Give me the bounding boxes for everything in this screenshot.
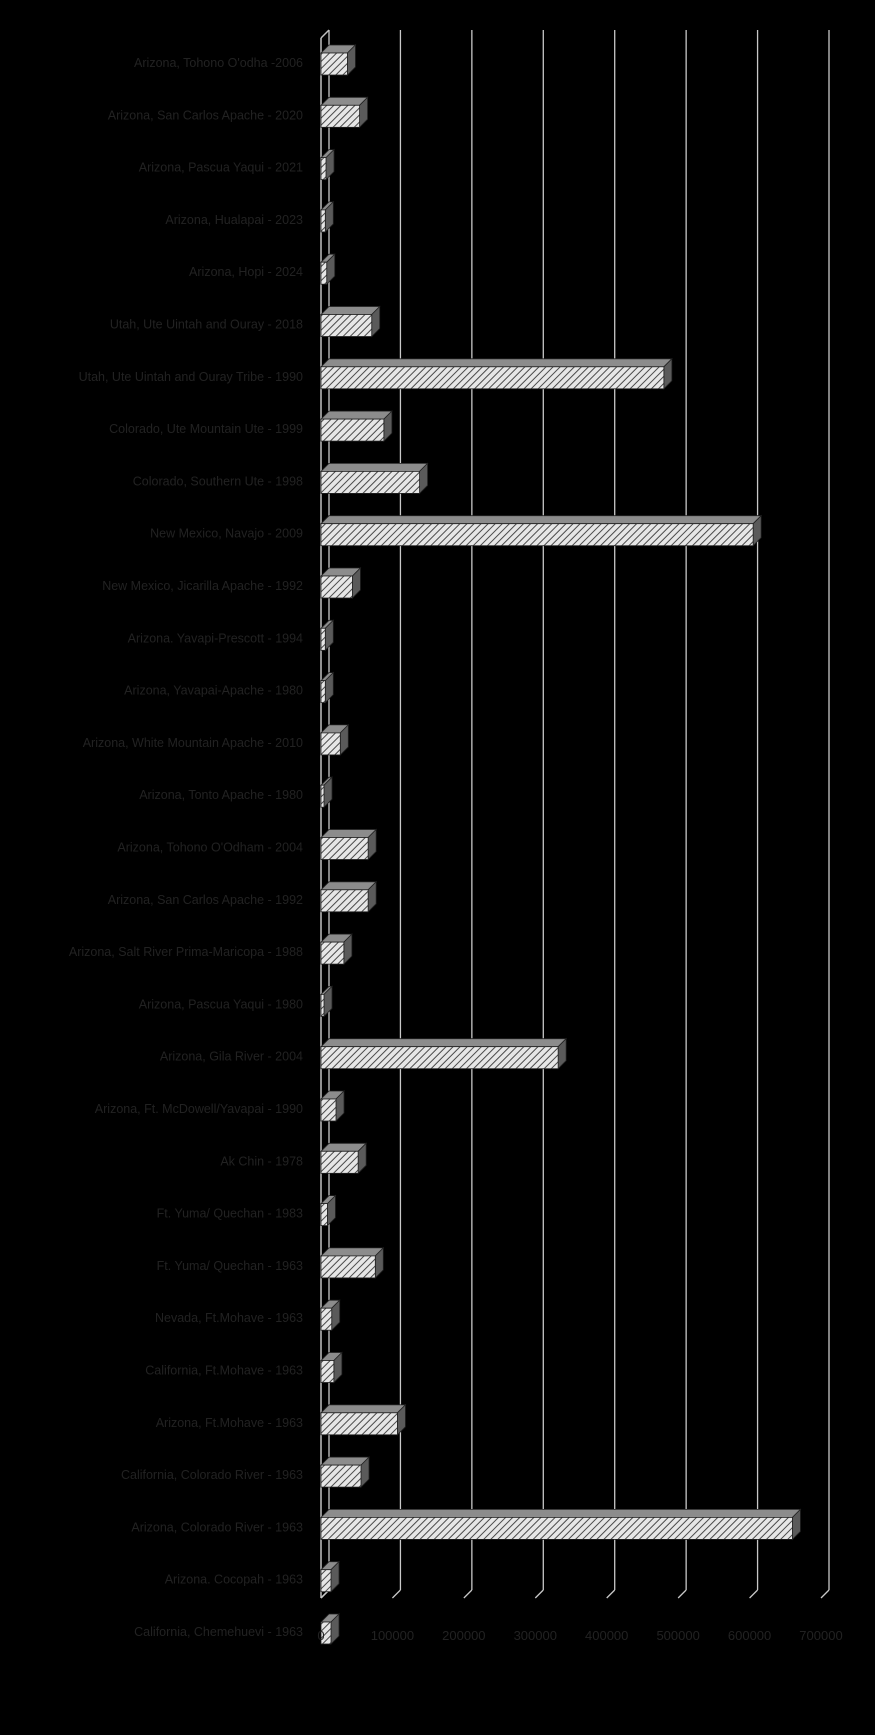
category-label: Arizona. Yavapi-Prescott - 1994	[127, 631, 303, 646]
bar	[321, 1256, 375, 1278]
category-label: Utah, Ute Uintah and Ouray Tribe - 1990	[78, 369, 303, 384]
bar-top-face	[321, 359, 672, 367]
category-label: Arizona, San Carlos Apache - 2020	[107, 108, 303, 123]
bar	[321, 158, 326, 180]
bar	[321, 994, 324, 1016]
bar	[321, 1099, 336, 1121]
bar-top-face	[321, 882, 376, 890]
category-label: California, Chemehuevi - 1963	[134, 1625, 303, 1639]
gridlines	[321, 30, 829, 1598]
gridline-floor	[821, 1590, 829, 1598]
x-tick-label: 200000	[442, 1628, 486, 1643]
bar	[321, 576, 352, 598]
category-label: California, Ft.Mohave - 1963	[145, 1363, 303, 1378]
category-label: Arizona, Colorado River - 1963	[131, 1520, 303, 1535]
x-tick-label: 700000	[799, 1628, 843, 1643]
bar	[321, 1204, 327, 1226]
x-tick-label: 100000	[370, 1628, 415, 1643]
x-axis-tick-labels	[317, 1628, 842, 1643]
bar	[321, 210, 325, 232]
category-label: Nevada, Ft.Mohave - 1963	[155, 1311, 303, 1326]
category-label: New Mexico, Navajo - 2009	[150, 526, 303, 541]
category-label: Arizona, San Carlos Apache - 1992	[107, 892, 303, 907]
bar	[321, 53, 347, 75]
category-label: Utah, Ute Uintah and Ouray - 2018	[109, 317, 303, 332]
bar-top-face	[321, 830, 376, 838]
bar-top-face	[321, 1248, 383, 1256]
x-tick-label: 400000	[585, 1628, 629, 1643]
bar-top-face	[321, 1405, 405, 1413]
bar-top-face	[321, 411, 392, 419]
category-label: Arizona, Yavapai-Apache - 1980	[124, 683, 303, 698]
category-label: Ft. Yuma/ Quechan - 1983	[156, 1206, 303, 1221]
bar	[321, 1308, 332, 1330]
bar-top-face	[321, 463, 428, 471]
gridline-floor	[464, 1590, 472, 1598]
bar	[321, 315, 372, 337]
bar	[321, 1361, 334, 1383]
category-label: Arizona, White Mountain Apache - 2010	[82, 735, 303, 750]
category-label: Arizona, Hualapai - 2023	[165, 212, 303, 227]
bar-top-face	[321, 516, 761, 524]
category-label: Arizona, Ft. McDowell/Yavapai - 1990	[94, 1102, 303, 1116]
gridline-floor	[607, 1590, 615, 1598]
gridline-floor	[678, 1590, 686, 1598]
bar	[321, 838, 368, 860]
category-label: Arizona, Pascua Yaqui - 1980	[138, 997, 303, 1012]
axis-corner-top	[321, 30, 329, 38]
category-label: Ft. Yuma/ Quechan - 1963	[156, 1258, 303, 1273]
gridline-floor	[750, 1590, 758, 1598]
category-label: Ak Chin - 1978	[220, 1154, 303, 1169]
category-label: New Mexico, Jicarilla Apache - 1992	[102, 579, 303, 593]
category-label: Arizona, Gila River - 2004	[159, 1049, 303, 1064]
bar	[321, 1151, 358, 1173]
bar	[321, 262, 327, 284]
category-label: Arizona, Hopi - 2024	[189, 265, 303, 280]
bar-top-face	[321, 307, 380, 315]
bar	[321, 942, 344, 964]
x-tick-label: 300000	[513, 1628, 557, 1643]
bar	[321, 1517, 792, 1539]
bar	[321, 1570, 331, 1592]
bar	[321, 419, 384, 441]
bar	[321, 890, 368, 912]
bar	[321, 1413, 397, 1435]
category-label: Arizona, Ft.Mohave - 1963	[155, 1415, 303, 1430]
category-label: California, Colorado River - 1963	[120, 1468, 303, 1483]
category-labels	[69, 56, 303, 1639]
category-label: Colorado, Southern Ute - 1998	[132, 474, 303, 489]
bar	[321, 628, 325, 650]
category-label: Arizona, Pascua Yaqui - 2021	[138, 160, 303, 175]
x-tick-label: 500000	[656, 1628, 700, 1643]
bar-top-face	[321, 1509, 800, 1517]
category-label: Arizona, Tohono O'odha -2006	[134, 56, 303, 70]
bar-top-face	[321, 1039, 566, 1047]
category-label: Arizona, Tonto Apache - 1980	[139, 788, 303, 803]
bar	[321, 524, 753, 546]
bar	[321, 733, 340, 755]
category-label: Arizona, Tohono O'Odham - 2004	[117, 840, 303, 855]
gridline-floor	[392, 1590, 400, 1598]
bar	[321, 1465, 361, 1487]
bar	[321, 105, 360, 127]
bar	[321, 471, 420, 493]
bar	[321, 681, 325, 703]
gridline-floor	[535, 1590, 543, 1598]
category-label: Arizona, Salt River Prima-Maricopa - 1988	[68, 945, 303, 960]
category-label: Arizona. Cocopah - 1963	[164, 1572, 303, 1587]
x-tick-label: 600000	[727, 1628, 772, 1643]
bar	[321, 367, 664, 389]
x-tick-label: 0	[317, 1628, 325, 1643]
bars	[321, 45, 800, 1644]
bar	[321, 1047, 558, 1069]
category-label: Colorado, Ute Mountain Ute - 1999	[109, 422, 303, 437]
bar	[321, 785, 324, 807]
